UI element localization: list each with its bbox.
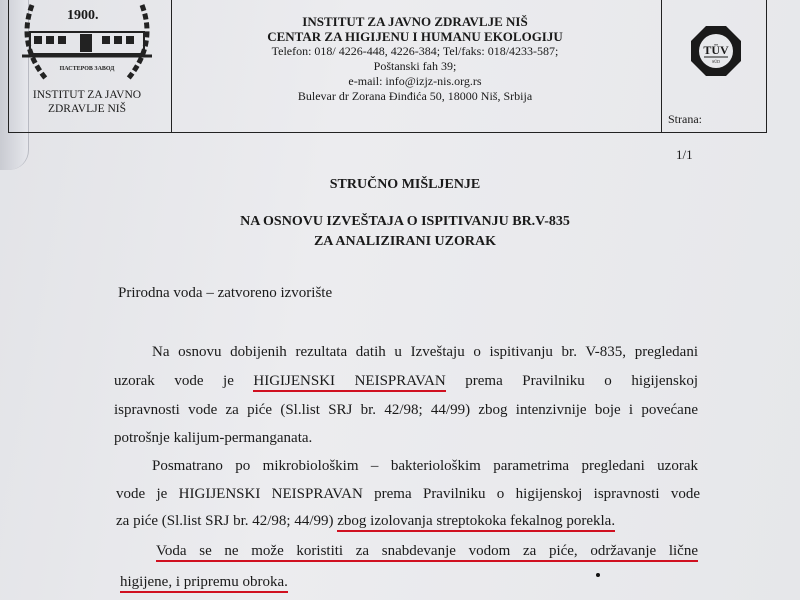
ink-dot [596,573,600,577]
divider [171,0,172,132]
phone: Telefon: 018/ 4226-448, 4226-384; Tel/faks: 018/4233-587; [271,44,559,58]
email: e-mail: info@izjz-nis.org.rs [348,74,482,88]
logo-institute-line2: ZDRAVLJE NIŠ [47,103,127,115]
letterhead-info [175,14,655,104]
paragraph-line: ispravnosti vode za piće (Sl.list SRJ br. 42/98; 44/99) zbog intenzivnije boje i povećane [114,402,698,418]
institute-logo [12,0,162,130]
highlighted-reason: zbog izolovanja streptokoka fekalnog porekla. [337,513,615,532]
paragraph-line: vode je HIGIJENSKI NEISPRAVAN prema Pravilniku o higijenskoj ispravnosti vode [116,486,700,502]
paragraph-line: Na osnovu dobijenih rezultata datih u Izveštaju o ispitivanju br. V-835, pregledani [152,344,698,360]
tuv-certification-icon [690,25,742,77]
highlighted-conclusion: Voda se ne može koristiti za snabdevanje vodom za piće, održavanje lične [156,543,698,562]
logo-year: 1900. [67,8,99,23]
paragraph-line: Posmatrano po mikrobiološkim – bakteriološkim parametrima pregledani uzorak [152,458,698,474]
logo-institute-line1: INSTITUT ZA JAVNO [32,89,142,101]
paragraph-line [156,543,698,560]
text-segment: uzorak vode je [114,373,234,389]
po-box: Poštanski fah 39; [373,59,457,73]
sample-type: Prirodna voda – zatvoreno izvorište [118,285,333,301]
document-title: STRUČNO MIŠLJENJE [329,177,481,192]
highlighted-verdict: HIGIJENSKI NEISPRAVAN [253,373,445,392]
highlighted-conclusion: higijene, i pripremu obroka. [120,574,288,593]
svg-text:SÜD: SÜD [711,59,721,64]
paragraph-line [114,373,698,390]
paragraph-line [120,574,288,591]
svg-text:TÜV: TÜV [703,43,729,57]
document-subtitle-2: ZA ANALIZIRANI UZORAK [313,234,497,249]
document-subtitle: NA OSNOVU IZVEŠTAJA O ISPITIVANJU BR.V-835 [240,214,570,229]
text-segment: za piće (Sl.list SRJ br. 42/98; 44/99) [116,513,334,529]
paragraph-line: potrošnje kalijum-permanganata. [114,430,313,446]
text-segment: prema Pravilniku o higijenskoj [465,373,698,389]
page-number: 1/1 [676,147,693,162]
paragraph-line [116,513,615,530]
divider [661,0,662,132]
emblem-text: ПАСТЕРОВ ЗАВОД [59,66,115,72]
institute-name: INSTITUT ZA JAVNO ZDRAVLJE NIŠ [302,14,528,29]
page-label: Strana: [668,112,702,126]
address: Bulevar dr Zorana Đinđića 50, 18000 Niš, Srbija [297,89,533,103]
center-name: CENTAR ZA HIGIJENU I HUMANU EKOLOGIJU [267,29,563,44]
